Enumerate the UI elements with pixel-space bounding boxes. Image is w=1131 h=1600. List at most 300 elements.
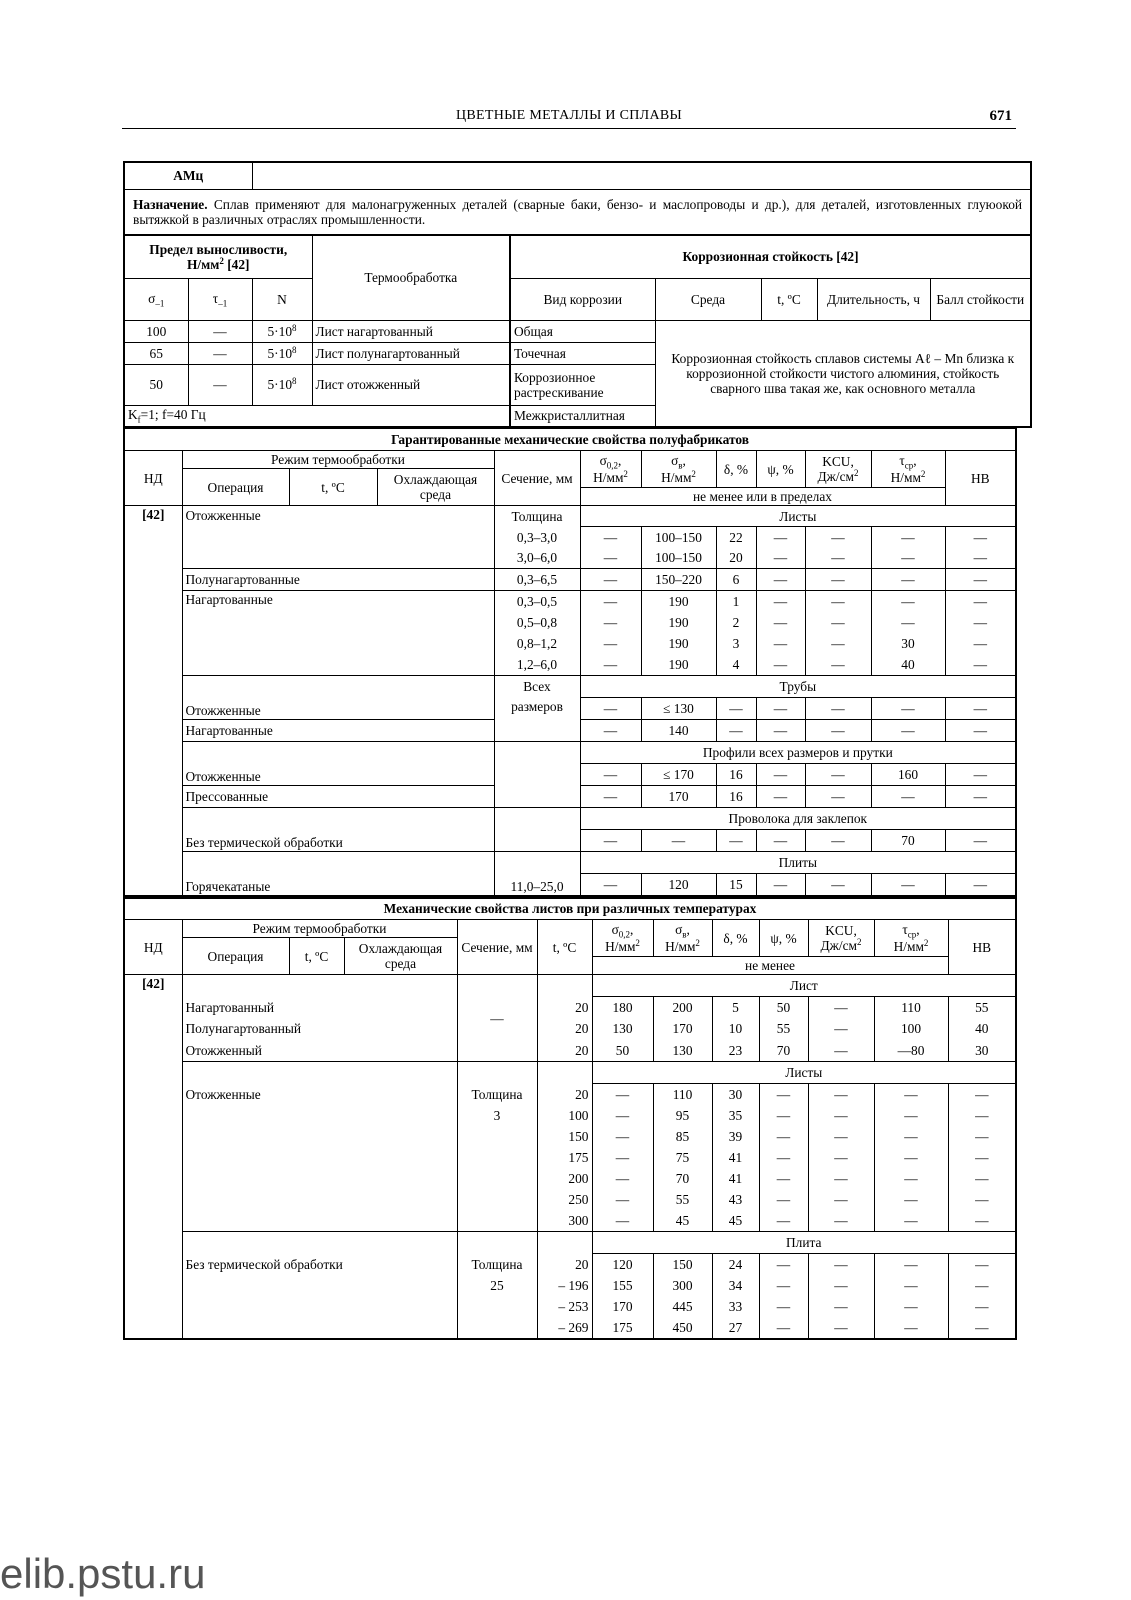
t1-t-header: t, ºC [289, 469, 377, 506]
t2-temp: 20 [537, 1254, 592, 1275]
fatigue-cell: Лист полунагартованный [312, 342, 510, 364]
t1-cell: — [756, 874, 805, 896]
t2-cell: 40 [948, 1018, 1016, 1040]
t2-cell: 300 [653, 1275, 712, 1296]
fatigue-cell: 100 [124, 320, 188, 342]
corrosion-type: Коррозионное растрескивание [510, 364, 655, 405]
t2-cell: — [592, 1189, 653, 1210]
t1-cell: — [580, 527, 641, 548]
t2-nd: [42] [124, 975, 182, 1339]
t1-group: Плиты [580, 852, 1016, 874]
fatigue-cell: Лист отожженный [312, 364, 510, 405]
t1-cell: 1 [716, 591, 756, 612]
t1-cell: — [945, 874, 1016, 896]
t2-temp: – 253 [537, 1296, 592, 1317]
t2-cell: — [759, 1105, 808, 1126]
t2-cell: 41 [712, 1147, 759, 1168]
t1-cell: — [805, 633, 871, 654]
t2-cell: — [948, 1084, 1016, 1105]
t1-cell: — [805, 720, 871, 742]
t2-cell: 45 [653, 1210, 712, 1232]
t1-cell: 170 [641, 786, 716, 808]
t2-cell: 130 [653, 1040, 712, 1062]
t1-cell: 100–150 [641, 527, 716, 548]
t2-cell: — [759, 1275, 808, 1296]
t1-cell: — [945, 569, 1016, 591]
t2-cell: 85 [653, 1126, 712, 1147]
t1-cell: — [871, 527, 945, 548]
t1-cell: — [805, 548, 871, 569]
t1-cell: — [805, 654, 871, 676]
t1-cell: — [756, 612, 805, 633]
t2-psi: ψ, % [759, 920, 808, 957]
t1-cell: — [580, 633, 641, 654]
t1-cell: — [716, 830, 756, 852]
t1-cell: — [945, 612, 1016, 633]
t2-op: Без термической обработки [182, 1254, 457, 1275]
t2-cell: — [874, 1210, 948, 1232]
t2-cell: — [808, 1147, 874, 1168]
t1-cell: — [580, 764, 641, 786]
t2-sec-header: Сечение, мм [457, 920, 537, 975]
t1-cell: 16 [716, 786, 756, 808]
t1-group: Трубы [580, 676, 1016, 698]
t1-cell: 6 [716, 569, 756, 591]
purpose-text: Сплав применяют для малонагруженных деталей (сварные баки, бензо- и маслопроводы и др.), для деталей, изготовленных глуюокой вытяжкой в различных отраслях промышленности. [133, 196, 1023, 227]
t2-sec: — [457, 975, 537, 1062]
t1-cell: ≤ 170 [641, 764, 716, 786]
t1-cell: 100–150 [641, 548, 716, 569]
t2-temp: 200 [537, 1168, 592, 1189]
t2-cell: 55 [759, 1018, 808, 1040]
t2-sv: $\sigma_в$, $Н/мм^2$ [653, 920, 712, 957]
t2-op-header: Операция [182, 938, 289, 975]
t1-cell: — [871, 786, 945, 808]
t2-temp: 300 [537, 1210, 592, 1232]
fatigue-cell: $5\cdot 10^8$ [252, 364, 312, 405]
t2-cell: 170 [653, 1018, 712, 1040]
t2-cell: 170 [592, 1296, 653, 1317]
t1-cell: — [756, 527, 805, 548]
t1-cell: 40 [871, 654, 945, 676]
t1-cell: — [756, 654, 805, 676]
fatigue-cell: $5\cdot 10^8$ [252, 342, 312, 364]
page-header [122, 108, 1016, 129]
t2-sec: 3 [457, 1105, 537, 1126]
t2-cool-header: Охлаждающая среда [344, 938, 457, 975]
t1-cell: — [871, 612, 945, 633]
t1-sec: 3,0–6,0 [494, 548, 580, 569]
fatigue-cell: 65 [124, 342, 188, 364]
t2-cell: 100 [874, 1018, 948, 1040]
t1-cell: — [805, 830, 871, 852]
t2-temp: 250 [537, 1189, 592, 1210]
t2-temp: 175 [537, 1147, 592, 1168]
t2-op: Нагартованный [182, 997, 457, 1018]
t1-cell: — [805, 527, 871, 548]
t2-t-header: t, ºC [289, 938, 344, 975]
t1-cell: — [716, 698, 756, 720]
corrosion-type-header: Вид коррозии [510, 278, 655, 320]
t1-sec: 0,3–3,0 [494, 527, 580, 548]
t1-s02: $\sigma_{0,2}$, $Н/мм^2$ [580, 451, 641, 488]
t1-cell: — [580, 698, 641, 720]
t1-sv: $\sigma_в$, $Н/мм^2$ [641, 451, 716, 488]
t2-cell: — [948, 1275, 1016, 1296]
sigma-header: $\sigma_{-1}$ [124, 278, 188, 320]
t1-cell: — [756, 764, 805, 786]
t1-group: Листы [580, 506, 1016, 527]
t2-temp: 20 [537, 1084, 592, 1105]
t1-sec: 11,0–25,0 [494, 852, 580, 896]
t2-cell: 24 [712, 1254, 759, 1275]
t2-group: Листы [592, 1062, 1016, 1084]
t1-psi: ψ, % [756, 451, 805, 488]
t1-cell: — [805, 874, 871, 896]
t1-cell: — [945, 786, 1016, 808]
t1-sec: Всех [494, 676, 580, 698]
t1-cell: — [945, 764, 1016, 786]
t2-cell: — [759, 1084, 808, 1105]
t2-cell: 95 [653, 1105, 712, 1126]
t2-cell: — [592, 1105, 653, 1126]
t2-cell: — [808, 1296, 874, 1317]
corrosion-title: Коррозионная стойкость [42] [510, 235, 1031, 278]
t2-cell: — [759, 1168, 808, 1189]
t1-cell: — [871, 698, 945, 720]
t2-cell: — [808, 1189, 874, 1210]
t2-op: Отожженные [182, 1084, 457, 1105]
t2-cell: — [874, 1084, 948, 1105]
t1-cell: 190 [641, 591, 716, 612]
t2-cell: — [874, 1275, 948, 1296]
t2-cell: 130 [592, 1018, 653, 1040]
watermark: elib.pstu.ru [0, 1550, 206, 1597]
t1-cell: 160 [871, 764, 945, 786]
t2-cell: — [808, 1275, 874, 1296]
t2-cell: — [759, 1210, 808, 1232]
t2-cell: — [808, 1018, 874, 1040]
temp-header: t, ºC [761, 278, 817, 320]
t2-cell: — [759, 1317, 808, 1339]
alloy-name: АМц [124, 162, 252, 189]
t2-cell: 41 [712, 1168, 759, 1189]
t1-title: Гарантированные механические свойства полуфабрикатов [124, 429, 1016, 451]
t2-cell: 34 [712, 1275, 759, 1296]
t1-cell: — [805, 612, 871, 633]
t1-cell: — [756, 830, 805, 852]
t1-cell: — [580, 591, 641, 612]
t2-temp: – 269 [537, 1317, 592, 1339]
t1-cell: — [945, 527, 1016, 548]
t2-cell: 75 [653, 1147, 712, 1168]
temperature-properties-table [123, 897, 1017, 1340]
t2-cell: — [592, 1168, 653, 1189]
t2-cell: 30 [948, 1040, 1016, 1062]
t1-cell: 22 [716, 527, 756, 548]
t1-cool-header: Охлаждающая среда [377, 469, 494, 506]
t2-cell: — [759, 1189, 808, 1210]
t1-cell: 150–220 [641, 569, 716, 591]
t2-sec: Толщина [457, 1254, 537, 1275]
t2-cell: 55 [948, 997, 1016, 1018]
t1-cell: ≤ 130 [641, 698, 716, 720]
fatigue-cell: 50 [124, 364, 188, 405]
t1-op: Нагартованные [182, 720, 494, 742]
t2-cell: — [874, 1126, 948, 1147]
t2-cell: 445 [653, 1296, 712, 1317]
t1-cell: — [580, 720, 641, 742]
t2-cell: — [808, 1040, 874, 1062]
t2-temp: 100 [537, 1105, 592, 1126]
t1-cell: — [756, 698, 805, 720]
t2-kcu: KCU, $Дж/см^2$ [808, 920, 874, 957]
t1-cell: 4 [716, 654, 756, 676]
t1-cell: 3 [716, 633, 756, 654]
t2-cell: 175 [592, 1317, 653, 1339]
t1-cell: — [580, 612, 641, 633]
t2-mode-header: Режим термообработки [182, 920, 457, 938]
t2-cell: — [592, 1210, 653, 1232]
t1-cell: — [641, 830, 716, 852]
t1-cell: — [805, 786, 871, 808]
t2-cell: 39 [712, 1126, 759, 1147]
corrosion-type: Межкристаллитная [510, 405, 655, 427]
t1-cell: — [580, 654, 641, 676]
fatigue-cell: — [188, 342, 252, 364]
t1-cell: — [871, 569, 945, 591]
t1-cell: — [580, 569, 641, 591]
t1-op: Нагартованные [182, 591, 494, 676]
t2-group: Плита [592, 1232, 1016, 1254]
t1-cell: — [805, 569, 871, 591]
t2-cell: 155 [592, 1275, 653, 1296]
t2-temp-header: t, ºC [537, 920, 592, 975]
t1-cell: — [756, 591, 805, 612]
fatigue-cell: — [188, 320, 252, 342]
t2-cell: 5 [712, 997, 759, 1018]
corrosion-text: Коррозионная стойкость сплавов системы Aℓ – Mn близка к коррозионной стойкости чистого алюминия, стойкость сварного шва такая же, как основного металла [655, 320, 1031, 427]
t2-cell: — [948, 1189, 1016, 1210]
fatigue-cell: Лист нагартованный [312, 320, 510, 342]
t2-cell: — [874, 1296, 948, 1317]
fatigue-cell: — [188, 364, 252, 405]
t1-op: Без термической обработки [182, 808, 494, 852]
t2-s02: $\sigma_{0,2}$, $Н/мм^2$ [592, 920, 653, 957]
t1-nd-header: НД [124, 451, 182, 506]
t1-op: Горячекатаные [182, 852, 494, 896]
t2-cell: 110 [874, 997, 948, 1018]
t1-cell: 2 [716, 612, 756, 633]
top-table [123, 161, 1032, 428]
t1-group: Проволока для заклепок [580, 808, 1016, 830]
t1-cell: 16 [716, 764, 756, 786]
t1-mode-header: Режим термообработки [182, 451, 494, 469]
t1-op: Отожженные [182, 742, 494, 786]
t1-cell: — [871, 720, 945, 742]
t2-cell: — [808, 997, 874, 1018]
t2-cell: — [759, 1254, 808, 1275]
t1-cell: — [716, 720, 756, 742]
t1-d: δ, % [716, 451, 756, 488]
t1-op: Прессованные [182, 786, 494, 808]
t1-cell: — [871, 548, 945, 569]
t2-cell: — [759, 1126, 808, 1147]
t1-op-header: Операция [182, 469, 289, 506]
t2-temp: 20 [537, 1040, 592, 1062]
t2-cell: 120 [592, 1254, 653, 1275]
t2-cell: 23 [712, 1040, 759, 1062]
t1-cell: 20 [716, 548, 756, 569]
t2-temp: – 196 [537, 1275, 592, 1296]
t2-cell: — [948, 1210, 1016, 1232]
t1-cell: — [805, 591, 871, 612]
t1-sec: 1,2–6,0 [494, 654, 580, 676]
t2-min: не менее [592, 957, 948, 975]
heat-treat-header: Термообработка [312, 235, 510, 320]
t1-op: Отожженные [182, 676, 494, 720]
t1-kcu: KCU, $Дж/см^2$ [805, 451, 871, 488]
t1-sec: размеров [494, 698, 580, 742]
t2-temp: 150 [537, 1126, 592, 1147]
t1-cell: — [756, 720, 805, 742]
t1-sec-header: Сечение, мм [494, 451, 580, 506]
t2-cell: — [948, 1147, 1016, 1168]
t2-temp: 20 [537, 1018, 592, 1040]
t2-cell: 30 [712, 1084, 759, 1105]
t2-cell: 70 [653, 1168, 712, 1189]
t2-cell: — [874, 1317, 948, 1339]
t2-sec: 25 [457, 1275, 537, 1296]
t1-cell: — [580, 786, 641, 808]
t1-cell: — [756, 786, 805, 808]
alloy-card [123, 161, 1025, 1340]
t2-title: Механические свойства листов при различных температурах [124, 898, 1016, 920]
t1-cell: — [580, 830, 641, 852]
corrosion-type: Общая [510, 320, 655, 342]
t2-cell: — [808, 1168, 874, 1189]
t2-group: Лист [592, 975, 1016, 997]
t2-cell: — [808, 1126, 874, 1147]
t1-cell: — [580, 874, 641, 896]
t1-tau: $\tau_{ср}$, $Н/мм^2$ [871, 451, 945, 488]
t2-cell: — [874, 1147, 948, 1168]
t2-cell: — [948, 1168, 1016, 1189]
t1-group: Профили всех размеров и прутки [580, 742, 1016, 764]
t2-hb: HB [948, 920, 1016, 975]
t2-cell: 55 [653, 1189, 712, 1210]
t2-cell: — [874, 1105, 948, 1126]
t1-cell: — [945, 830, 1016, 852]
t2-cell: — [808, 1210, 874, 1232]
t1-cell: — [945, 698, 1016, 720]
t2-cell: — [948, 1296, 1016, 1317]
t1-min: не менее или в пределах [580, 488, 945, 506]
t1-cell: — [871, 874, 945, 896]
t1-cell: 30 [871, 633, 945, 654]
t2-cell: 10 [712, 1018, 759, 1040]
page-number: 671 [989, 108, 1012, 124]
t2-cell: 200 [653, 997, 712, 1018]
running-title: ЦВЕТНЫЕ МЕТАЛЛЫ И СПЛАВЫ [456, 108, 682, 123]
t2-cell: — [592, 1147, 653, 1168]
t1-sec: Толщина [494, 506, 580, 527]
t2-cell: — [759, 1296, 808, 1317]
score-header: Балл стойкости [930, 278, 1031, 320]
corrosion-type: Точечная [510, 342, 655, 364]
purpose [124, 189, 1031, 235]
t1-cell: — [756, 569, 805, 591]
t1-cell: 15 [716, 874, 756, 896]
t1-cell: — [756, 548, 805, 569]
guaranteed-properties-table [123, 428, 1017, 897]
t2-cell: — [808, 1254, 874, 1275]
t1-hb: HB [945, 451, 1016, 506]
t2-cell: — [874, 1189, 948, 1210]
t1-cell: — [871, 591, 945, 612]
t2-tau: $\tau_{ср}$, $Н/мм^2$ [874, 920, 948, 957]
t2-d: δ, % [712, 920, 759, 957]
t2-cell: 33 [712, 1296, 759, 1317]
t1-cell: 70 [871, 830, 945, 852]
t1-op: Отожженные [182, 506, 494, 569]
t2-cell: 35 [712, 1105, 759, 1126]
t1-cell: — [805, 764, 871, 786]
t1-nd: [42] [124, 506, 182, 896]
t1-cell: — [756, 633, 805, 654]
fatigue-note: $K_f=1$; f=40 Гц [124, 405, 510, 427]
t2-cell: 45 [712, 1210, 759, 1232]
t1-cell: — [945, 633, 1016, 654]
t2-cell: — [948, 1254, 1016, 1275]
t2-cell: 70 [759, 1040, 808, 1062]
purpose-label: Назначение. [133, 196, 208, 212]
t1-cell: 140 [641, 720, 716, 742]
t2-cell: 450 [653, 1317, 712, 1339]
t1-cell: — [580, 548, 641, 569]
fatigue-cell: $5\cdot 10^8$ [252, 320, 312, 342]
t2-nd-header: НД [124, 920, 182, 975]
t2-cell: 27 [712, 1317, 759, 1339]
duration-header: Длительность, ч [817, 278, 930, 320]
t2-cell: — [948, 1105, 1016, 1126]
t2-cell: 180 [592, 997, 653, 1018]
t1-cell: 190 [641, 654, 716, 676]
t2-cell: — [808, 1317, 874, 1339]
t2-cell: — [759, 1147, 808, 1168]
t2-cell: 110 [653, 1084, 712, 1105]
t2-cell: 150 [653, 1254, 712, 1275]
t2-cell: 50 [759, 997, 808, 1018]
t1-sec: 0,5–0,8 [494, 612, 580, 633]
t1-cell: 190 [641, 612, 716, 633]
t2-cell: 50 [592, 1040, 653, 1062]
t2-cell: — [948, 1317, 1016, 1339]
t2-op: Полунагартованный [182, 1018, 457, 1040]
t1-sec: 0,3–6,5 [494, 569, 580, 591]
t1-cell: — [945, 654, 1016, 676]
t1-op: Полунагартованные [182, 569, 494, 591]
t1-cell: — [945, 548, 1016, 569]
n-header: N [252, 278, 312, 320]
t2-sec: Толщина [457, 1084, 537, 1105]
t2-cell: — [808, 1084, 874, 1105]
t2-temp: 20 [537, 997, 592, 1018]
t1-sec: 0,8–1,2 [494, 633, 580, 654]
t2-cell: — [874, 1168, 948, 1189]
t2-cell: — [808, 1105, 874, 1126]
t1-sec: 0,3–0,5 [494, 591, 580, 612]
